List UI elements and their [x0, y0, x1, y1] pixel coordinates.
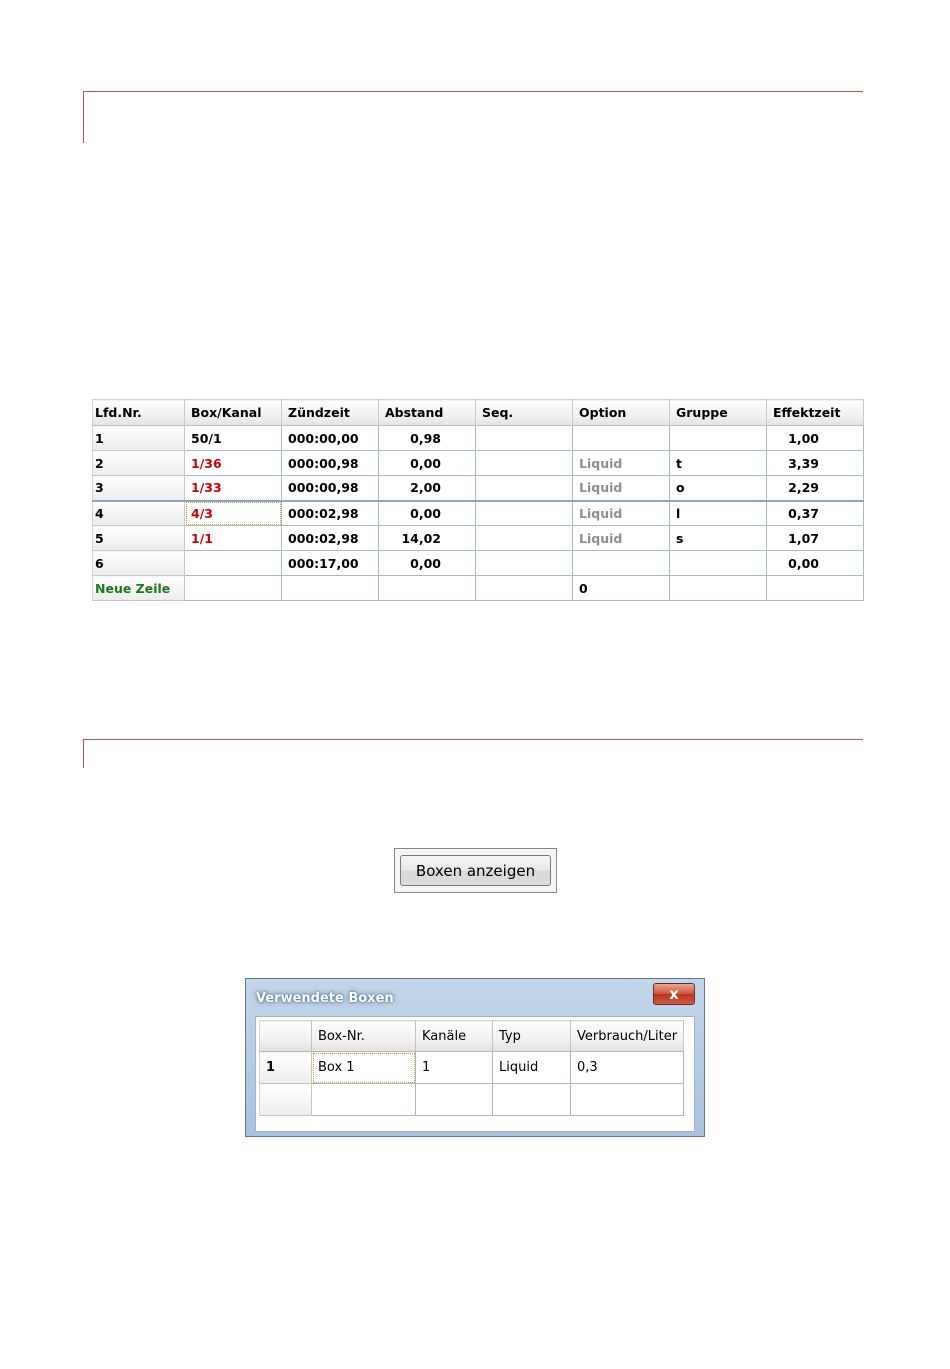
dialog-client-area — [255, 1016, 695, 1132]
close-icon: x — [669, 984, 679, 1003]
col-header-abstand[interactable]: Abstand — [379, 400, 476, 426]
dialog-title: Verwendete Boxen — [256, 991, 394, 1006]
row-number[interactable]: 1 — [93, 426, 185, 451]
row-number[interactable]: 1 — [260, 1052, 312, 1084]
cell-abstand[interactable]: 0,98 — [379, 426, 476, 451]
cell-zuendzeit[interactable]: 000:02,98 — [282, 526, 379, 551]
cell-option[interactable]: 0 — [573, 576, 670, 601]
table-row[interactable] — [93, 426, 864, 451]
cell-option[interactable]: Liquid — [573, 451, 670, 476]
used-boxes-dialog — [245, 978, 705, 1137]
cell-box-kanal[interactable]: 1/33 — [185, 476, 282, 501]
row-number[interactable]: 4 — [93, 501, 185, 526]
cell-box-nr[interactable] — [312, 1084, 416, 1116]
table-row[interactable] — [93, 476, 864, 501]
cell-gruppe[interactable] — [670, 576, 767, 601]
cell-abstand[interactable]: 14,02 — [379, 526, 476, 551]
grid-header-row — [93, 400, 864, 426]
row-number[interactable]: 3 — [93, 476, 185, 501]
cell-option[interactable]: Liquid — [573, 476, 670, 501]
cell-seq[interactable] — [476, 426, 573, 451]
cell-box-kanal[interactable]: 50/1 — [185, 426, 282, 451]
cell-kanaele[interactable]: 1 — [416, 1052, 493, 1084]
col-header-option[interactable]: Option — [573, 400, 670, 426]
cell-effektzeit[interactable]: 2,29 — [767, 476, 864, 501]
table-row[interactable] — [93, 451, 864, 476]
col-header-typ[interactable]: Typ — [493, 1021, 571, 1052]
cell-kanaele[interactable] — [416, 1084, 493, 1116]
cell-gruppe[interactable] — [670, 551, 767, 576]
cell-typ[interactable] — [493, 1084, 571, 1116]
show-boxes-button[interactable]: Boxen anzeigen — [400, 855, 551, 886]
cell-zuendzeit[interactable]: 000:00,00 — [282, 426, 379, 451]
cell-abstand[interactable] — [379, 576, 476, 601]
cell-effektzeit[interactable]: 0,00 — [767, 551, 864, 576]
cell-box-kanal[interactable]: 1/1 — [185, 526, 282, 551]
cell-abstand[interactable]: 0,00 — [379, 451, 476, 476]
cell-zuendzeit[interactable]: 000:17,00 — [282, 551, 379, 576]
cell-seq[interactable] — [476, 476, 573, 501]
col-header-seq[interactable]: Seq. — [476, 400, 573, 426]
cell-box-kanal-focused[interactable]: 4/3 — [185, 501, 282, 526]
section-divider-top — [83, 91, 863, 143]
cell-box-kanal[interactable] — [185, 576, 282, 601]
cell-effektzeit[interactable]: 0,37 — [767, 501, 864, 526]
col-header-lfd-nr[interactable]: Lfd.Nr. — [93, 400, 185, 426]
col-header-kanaele[interactable]: Kanäle — [416, 1021, 493, 1052]
cell-gruppe[interactable] — [670, 426, 767, 451]
cell-box-kanal[interactable] — [185, 551, 282, 576]
boxes-grid — [259, 1020, 684, 1116]
cell-option[interactable]: Liquid — [573, 501, 670, 526]
col-header-zuendzeit[interactable]: Zündzeit — [282, 400, 379, 426]
cell-option[interactable]: Liquid — [573, 526, 670, 551]
row-number[interactable]: 5 — [93, 526, 185, 551]
col-header-corner[interactable] — [260, 1021, 312, 1052]
cell-typ[interactable]: Liquid — [493, 1052, 571, 1084]
cell-seq[interactable] — [476, 451, 573, 476]
cue-grid — [92, 399, 864, 601]
table-row[interactable] — [93, 551, 864, 576]
col-header-effektzeit[interactable]: Effektzeit — [767, 400, 864, 426]
boxes-header-row — [260, 1021, 684, 1052]
cell-box-kanal[interactable]: 1/36 — [185, 451, 282, 476]
close-button[interactable] — [653, 983, 695, 1005]
cell-seq[interactable] — [476, 526, 573, 551]
row-number[interactable]: 6 — [93, 551, 185, 576]
col-header-box-kanal[interactable]: Box/Kanal — [185, 400, 282, 426]
cell-gruppe[interactable]: t — [670, 451, 767, 476]
cell-gruppe[interactable]: s — [670, 526, 767, 551]
row-number[interactable]: 2 — [93, 451, 185, 476]
col-header-gruppe[interactable]: Gruppe — [670, 400, 767, 426]
cell-seq[interactable] — [476, 501, 573, 526]
cell-effektzeit[interactable]: 1,07 — [767, 526, 864, 551]
cell-verbrauch[interactable]: 0,3 — [571, 1052, 684, 1084]
cell-seq[interactable] — [476, 551, 573, 576]
cell-verbrauch[interactable] — [571, 1084, 684, 1116]
cell-gruppe[interactable]: l — [670, 501, 767, 526]
cell-effektzeit[interactable]: 1,00 — [767, 426, 864, 451]
cell-abstand[interactable]: 2,00 — [379, 476, 476, 501]
cell-zuendzeit[interactable]: 000:02,98 — [282, 501, 379, 526]
table-row[interactable] — [93, 526, 864, 551]
button-screenshot-frame — [394, 848, 557, 893]
col-header-verbrauch[interactable]: Verbrauch/Liter — [571, 1021, 684, 1052]
cell-zuendzeit[interactable]: 000:00,98 — [282, 451, 379, 476]
cell-box-nr-focused[interactable]: Box 1 — [312, 1052, 416, 1084]
cell-abstand[interactable]: 0,00 — [379, 501, 476, 526]
cell-zuendzeit[interactable]: 000:00,98 — [282, 476, 379, 501]
cell-effektzeit[interactable] — [767, 576, 864, 601]
cell-abstand[interactable]: 0,00 — [379, 551, 476, 576]
col-header-box-nr[interactable]: Box-Nr. — [312, 1021, 416, 1052]
row-number[interactable] — [260, 1084, 312, 1116]
table-row-selected[interactable] — [93, 501, 864, 526]
cell-gruppe[interactable]: o — [670, 476, 767, 501]
new-row-label[interactable]: Neue Zeile — [93, 576, 185, 601]
cell-option[interactable] — [573, 551, 670, 576]
table-row[interactable] — [260, 1084, 684, 1116]
new-row[interactable] — [93, 576, 864, 601]
cell-zuendzeit[interactable] — [282, 576, 379, 601]
section-divider-bottom — [83, 739, 863, 768]
cell-option[interactable] — [573, 426, 670, 451]
cell-effektzeit[interactable]: 3,39 — [767, 451, 864, 476]
cell-seq[interactable] — [476, 576, 573, 601]
table-row[interactable] — [260, 1052, 684, 1084]
